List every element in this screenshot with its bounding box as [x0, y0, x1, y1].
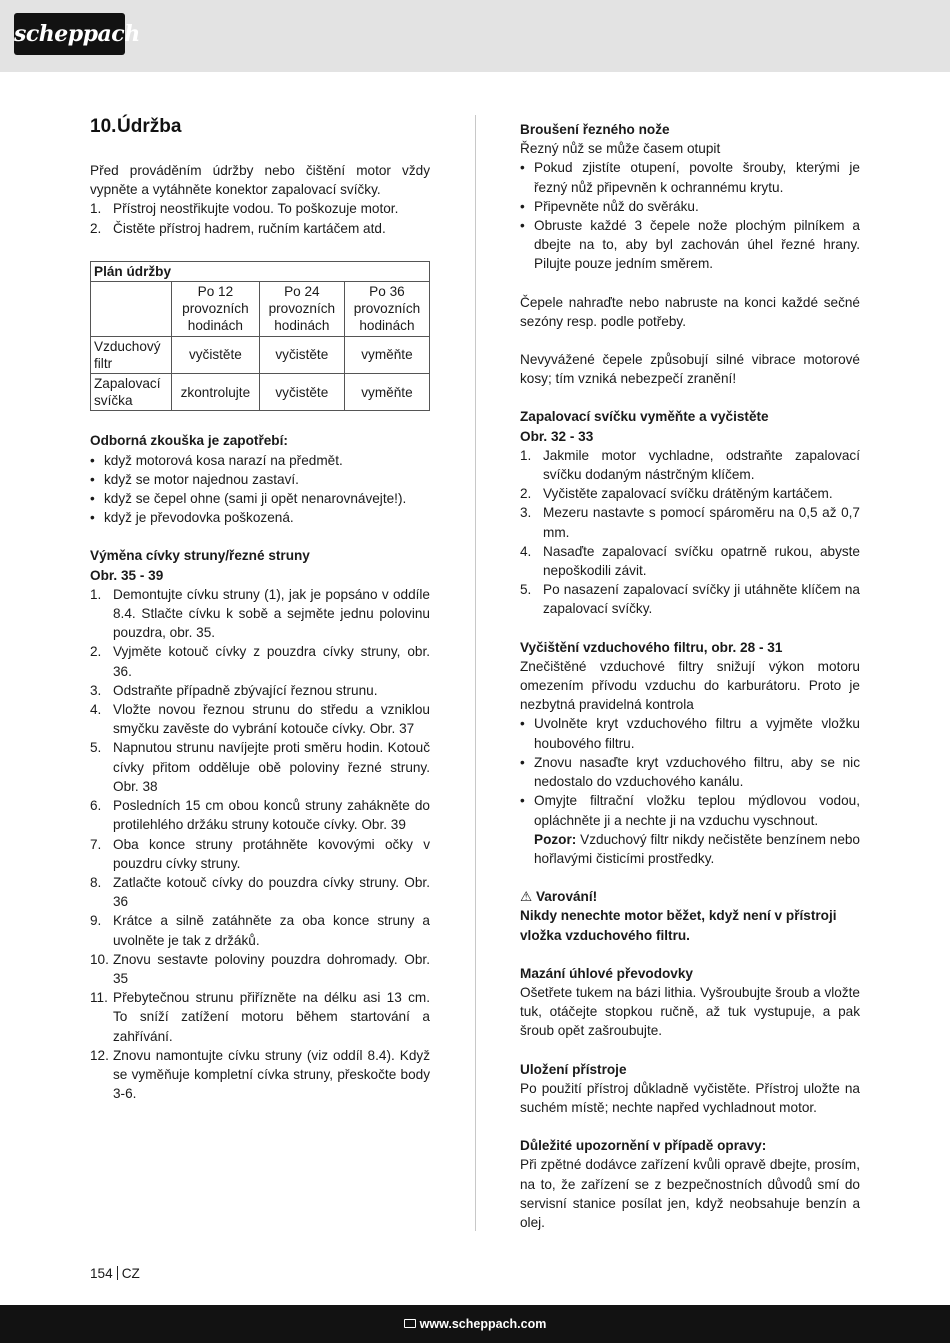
item-number: 2. [520, 486, 532, 502]
table-corner-cell [91, 282, 172, 337]
item-text: Přístroj neostřikujte vodou. To poškozuje motor. [113, 201, 399, 217]
item-text: Obruste každé 3 čepele nože plochým pilníkem a dbejte na to, aby byl zachován úhel řezné hrany. Pilujte pouze jedním směrem. [534, 218, 860, 272]
page-header [0, 0, 950, 72]
intro-paragraph: Před prováděním údržby nebo čištění motor vždy vypněte a vytáhněte konektor zapalovací svíčky. [90, 163, 430, 198]
website-line [0, 1315, 950, 1334]
item-text: Omyjte filtrační vložku teplou mýdlovou vodou, opláchněte ji a nechte ji na vzduchu vyschnout. [534, 793, 860, 828]
warning-title: Varování! [535, 889, 598, 905]
list-item [520, 158, 860, 196]
row-label: Vzduchový filtr [91, 336, 172, 373]
item-text: Připevněte nůž do svěráku. [534, 198, 699, 214]
spool-steps-list [90, 585, 430, 1103]
list-item [90, 796, 430, 834]
bullet-icon: • [90, 452, 95, 468]
item-number: 4. [520, 543, 532, 559]
table-cell: vyčistěte [259, 336, 344, 373]
item-text: Krátce a silně zatáhněte za oba konce struny a uvolněte je tak z držáků. [113, 913, 430, 948]
item-text: Vyčistěte zapalovací svíčku drátěným kartáčem. [543, 486, 833, 502]
item-text: Zatlačte kotouč cívky do pouzdra cívky struny. Obr. 36 [113, 874, 430, 910]
inspection-heading: Odborná zkouška je zapotřebí: [90, 433, 288, 449]
list-item [520, 484, 860, 503]
item-text: když motorová kosa narazí na předmět. [104, 452, 343, 468]
section-title [90, 115, 430, 139]
list-item [90, 873, 430, 911]
item-text: Znovu sestavte poloviny pouzdra dohromady. Obr. 35 [113, 951, 430, 986]
bullet-icon: • [520, 716, 525, 732]
storage-heading: Uložení přístroje [520, 1061, 627, 1077]
item-number: 5. [90, 740, 102, 756]
item-text: Uvolněte kryt vzduchového filtru a vyjměte vložku houbového filtru. [534, 716, 860, 751]
bullet-icon: • [90, 510, 95, 526]
table-cell: vyčistěte [172, 336, 260, 373]
storage-text: Po použití přístroj důkladně vyčistěte. Přístroj uložte na suchém místě; nechte napřed vychladnout motor. [520, 1080, 860, 1115]
row-label: Zapalovací svíčka [91, 374, 172, 411]
sharpen-paragraph: Čepele nahraďte nebo nabruste na konci každé sečné sezóny resp. podle potřeby. [520, 294, 860, 329]
list-item [90, 988, 430, 1046]
list-item [90, 451, 430, 470]
gearbox-text: Ošetřete tukem na bázi lithia. Vyšroubujte šroub a vložte tuk, otáčejte stopkou ručně, až tuk vystupuje, a pak šroub opět zašroubujte. [520, 984, 860, 1039]
maintenance-plan-table [90, 261, 430, 412]
item-text: Po nasazení zapalovací svíčky ji utáhněte klíčem na zapalovací svíčky. [543, 582, 860, 617]
table-row [91, 336, 430, 373]
page-number-separator [117, 1266, 118, 1280]
right-column [520, 120, 860, 1232]
item-text: Přebytečnou strunu přiřízněte na délku asi 13 cm. To sníží zatížení motoru během startování a zahřívání. [113, 990, 430, 1044]
item-number: 4. [90, 702, 102, 718]
list-item [90, 489, 430, 508]
note-label: Pozor: [534, 831, 577, 847]
warning-text: Nikdy nenechte motor běžet, když není v přístroji vložka vzduchového filtru. [520, 908, 837, 943]
list-item [520, 791, 860, 868]
warning-heading [520, 887, 860, 906]
list-item [520, 446, 860, 484]
item-text: Znovu namontujte cívku struny (viz oddíl 8.4). Když se vyměňuje kompletní cívka struny, přeskočte body 3-6. [113, 1047, 430, 1102]
column-divider [475, 115, 476, 1231]
list-item [90, 199, 430, 218]
item-number: 2. [90, 644, 102, 660]
list-item [520, 753, 860, 791]
list-item [90, 835, 430, 873]
list-item [520, 714, 860, 752]
scheppach-logo: scheppach [14, 13, 125, 55]
section-title-text: Údržba [117, 116, 182, 137]
airfilter-heading: Vyčištění vzduchového filtru, obr. 28 - 31 [520, 639, 783, 655]
item-number: 12. [90, 1047, 109, 1063]
list-item [90, 1046, 430, 1104]
table-cell: vyčistěte [259, 374, 344, 411]
list-item [90, 700, 430, 738]
item-text: když se čepel ohne (sami ji opět nenarovnávejte!). [104, 491, 407, 507]
spark-heading: Zapalovací svíčku vyměňte a vyčistěte [520, 409, 769, 425]
list-item [90, 470, 430, 489]
warning-icon: ⚠ [520, 889, 533, 905]
item-text: Znovu nasaďte kryt vzduchového filtru, aby se nic nedostalo do vzduchového kanálu. [534, 754, 860, 790]
item-text: Jakmile motor vychladne, odstraňte zapalovací svíčku dodaným nástrčným klíčem. [543, 447, 860, 483]
item-text: když se motor najednou zastaví. [104, 471, 299, 487]
table-cell: zkontrolujte [172, 374, 260, 411]
list-item [90, 508, 430, 527]
table-title: Plán údržby [91, 261, 430, 281]
item-number: 1. [90, 201, 102, 217]
item-number: 1. [520, 447, 532, 463]
list-item [90, 950, 430, 988]
bullet-icon: • [90, 471, 95, 487]
table-header-cell: Po 12 provozních hodinách [172, 282, 260, 337]
item-number: 1. [90, 586, 102, 602]
list-item [90, 642, 430, 680]
item-text: Oba konce struny protáhněte kovovými očky v pouzdru cívky struny. [113, 836, 430, 871]
table-header-cell: Po 36 provozních hodinách [344, 282, 429, 337]
inspection-list [90, 451, 430, 528]
airfilter-note [534, 830, 860, 868]
bullet-icon: • [90, 491, 95, 507]
item-number: 11. [90, 990, 108, 1006]
intro-list [90, 199, 430, 237]
item-number: 6. [90, 798, 102, 814]
item-text: Nasaďte zapalovací svíčku opatrně rukou, abyste nepoškodili závit. [543, 543, 860, 579]
note-text: Vzduchový filtr nikdy nečistěte benzínem nebo hořlavými čisticími prostředky. [534, 831, 860, 866]
list-item [90, 738, 430, 796]
bullet-icon: • [520, 218, 525, 234]
item-text: Napnutou strunu navíjejte proti směru hodin. Kotouč cívky přitom odděluje obě poloviny řezné struny. Obr. 38 [113, 740, 430, 794]
item-number: 3. [90, 682, 102, 698]
airfilter-list [520, 714, 860, 868]
item-number: 10. [90, 951, 109, 967]
page-number [90, 1264, 140, 1283]
section-number: 10. [90, 116, 117, 137]
page-number-value: 154 [90, 1266, 113, 1281]
list-item [520, 197, 860, 216]
sharpen-heading: Broušení řezného nože [520, 122, 670, 137]
list-item [90, 219, 430, 238]
spool-subheading: Obr. 35 - 39 [90, 567, 164, 583]
gearbox-heading: Mazání úhlové převodovky [520, 965, 693, 981]
list-item [520, 216, 860, 274]
sharpen-list [520, 158, 860, 273]
page-footer [0, 1305, 950, 1343]
item-number: 8. [90, 874, 102, 890]
item-text: když je převodovka poškozená. [104, 510, 294, 526]
list-item [90, 911, 430, 949]
list-item [90, 681, 430, 700]
page-language: CZ [121, 1266, 140, 1281]
repair-heading: Důležité upozornění v případě opravy: [520, 1138, 767, 1154]
table-row [91, 374, 430, 411]
spark-steps-list [520, 446, 860, 619]
item-text: Vyjměte kotouč cívky z pouzdra cívky struny, obr. 36. [113, 644, 430, 679]
item-number: 7. [90, 836, 102, 852]
item-number: 2. [90, 220, 102, 236]
list-item [520, 503, 860, 541]
item-text: Čistěte přístroj hadrem, ručním kartáčem atd. [113, 220, 386, 236]
item-text: Demontujte cívku struny (1), jak je popsáno v oddíle 8.4. Stlačte cívku k sobě a sejměte jednu polovinu pouzdra, obr. 35. [113, 586, 430, 641]
repair-text: Při zpětné dodávce zařízení kvůli opravě dbejte, prosím, na to, že zařízení se z bezpečnostních důvodů smí do servisní stanice posílat jen, když neobsahuje benzín a olej. [520, 1157, 860, 1230]
item-number: 3. [520, 505, 532, 521]
item-number: 5. [520, 582, 532, 598]
monitor-icon [404, 1319, 416, 1328]
item-text: Vložte novou řeznou strunu do středu a vzniklou smyčku zavěste do vybrání kotouče cívky. Obr. 37 [113, 702, 430, 737]
sharpen-text: Řezný nůž se může časem otupit [520, 141, 721, 157]
bullet-icon: • [520, 793, 525, 809]
bullet-icon: • [520, 754, 525, 770]
left-column [90, 115, 430, 1103]
website-link[interactable]: www.scheppach.com [419, 1317, 547, 1331]
item-number: 9. [90, 913, 102, 929]
table-header-cell: Po 24 provozních hodinách [259, 282, 344, 337]
sharpen-paragraph: Nevyvážené čepele způsobují silné vibrace motorové kosy; tím vzniká nebezpečí zranění! [520, 352, 860, 387]
spool-heading: Výměna cívky struny/řezné struny [90, 548, 310, 564]
list-item [520, 580, 860, 618]
table-cell: vyměňte [344, 374, 429, 411]
airfilter-text: Znečištěné vzduchové filtry snižují výkon motoru omezením přívodu vzduchu do karburátoru. Proto je nezbytná pravidelná kontrola [520, 658, 860, 713]
bullet-icon: • [520, 198, 525, 214]
item-text: Odstraňte případně zbývající řeznou strunu. [113, 682, 378, 698]
item-text: Pokud zjistíte otupení, povolte šrouby, kterými je řezný nůž připevněn k ochrannému krytu. [534, 160, 860, 195]
item-text: Posledních 15 cm obou konců struny zahákněte do protilehlého držáku struny kotouče cívky. Obr. 39 [113, 798, 430, 833]
spark-subheading: Obr. 32 - 33 [520, 428, 594, 444]
bullet-icon: • [520, 160, 525, 176]
list-item [520, 542, 860, 580]
list-item [90, 585, 430, 643]
item-text: Mezeru nastavte s pomocí spároměru na 0,5 až 0,7 mm. [543, 505, 860, 540]
table-cell: vyměňte [344, 336, 429, 373]
